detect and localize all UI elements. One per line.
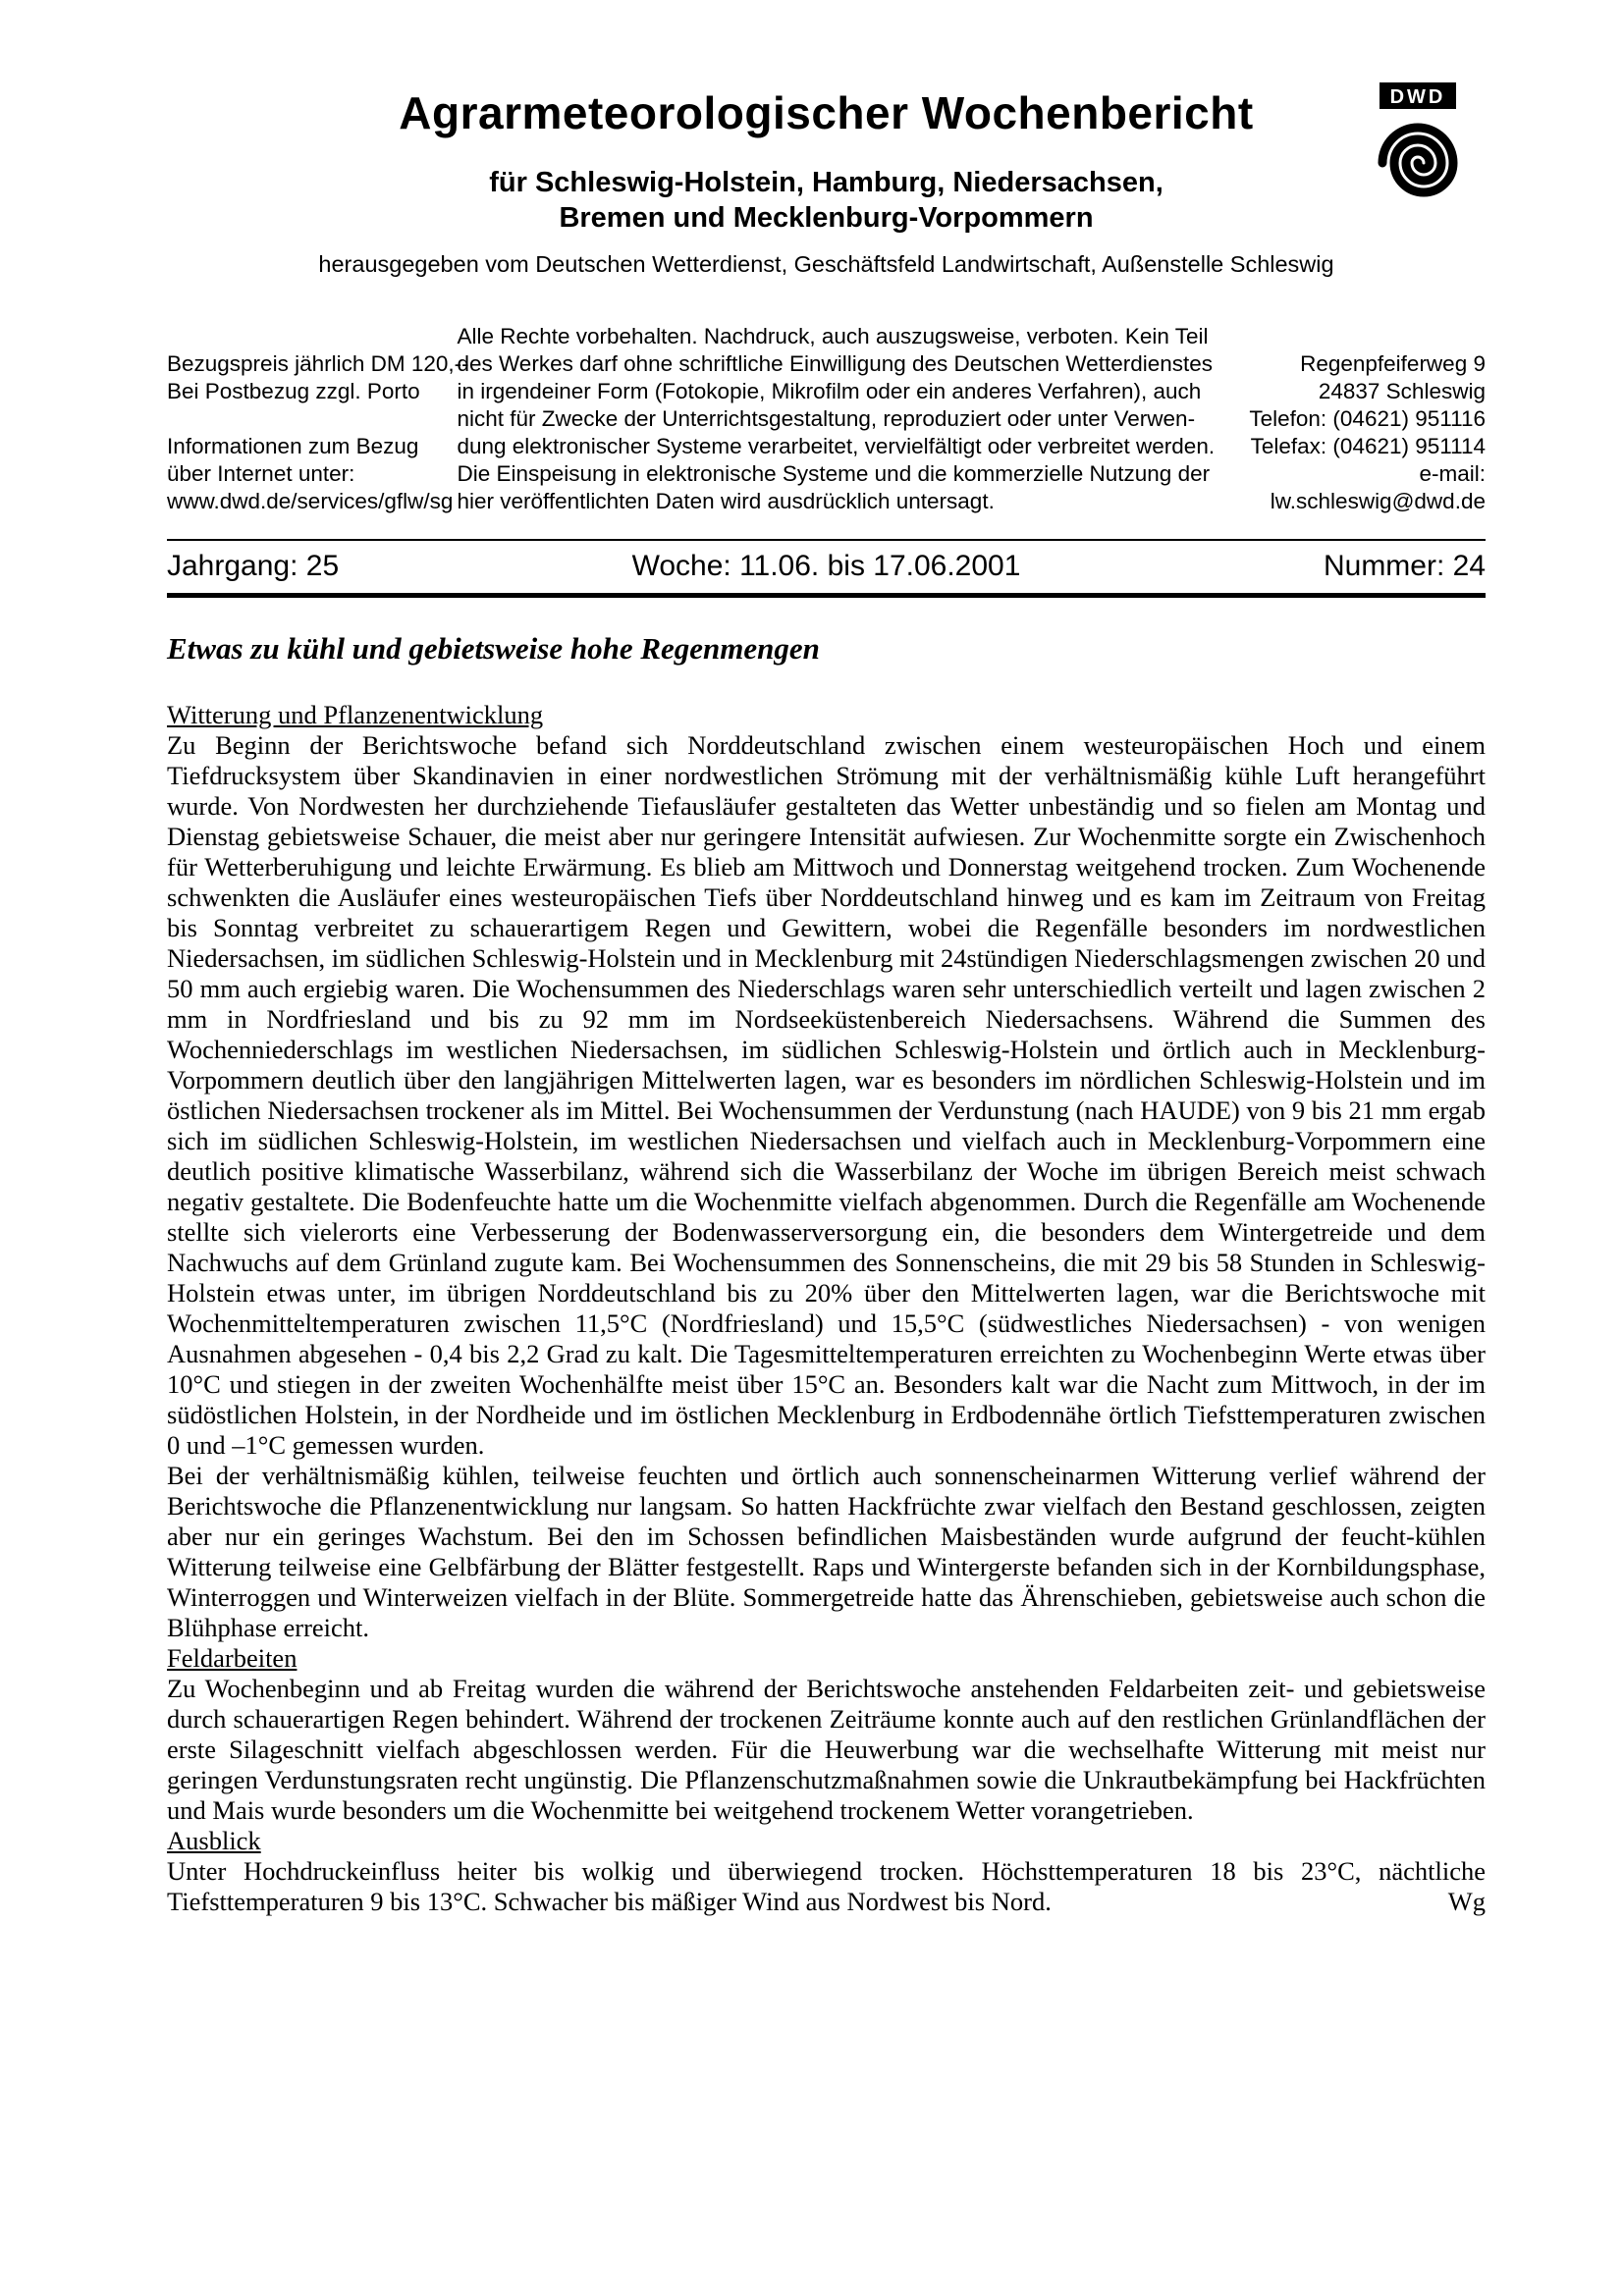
email-address: lw.schleswig@dwd.de	[1270, 489, 1486, 513]
website-url: www.dwd.de/services/gflw/sg	[167, 489, 454, 513]
section-witterung	[167, 700, 1486, 1643]
page-subtitle	[167, 165, 1486, 236]
subtitle-line-1: für Schleswig-Holstein, Hamburg, Niedersachsen,	[489, 167, 1163, 198]
masthead-line: Die Einspeisung in elektronische Systeme und die kommerzielle Nutzung der	[457, 461, 1211, 486]
dwd-spiral-icon	[1382, 128, 1453, 192]
week-label: Woche: 11.06. bis 17.06.2001	[631, 550, 1021, 582]
masthead-line: Alle Rechte vorbehalten. Nachdruck, auch auszugsweise, verboten. Kein Teil	[457, 324, 1209, 348]
phone-number: Telefon: (04621) 951116	[1249, 406, 1486, 431]
masthead-line: Bei Postbezug zzgl. Porto	[167, 379, 420, 403]
volume-label: Jahrgang: 25	[167, 550, 340, 582]
subscription-info	[167, 323, 469, 515]
masthead-line: über Internet unter:	[167, 461, 355, 486]
masthead-line: in irgendeiner Form (Fotokopie, Mikrofilm oder ein anderes Verfahren), auch	[457, 379, 1202, 403]
copyright-notice	[457, 323, 1216, 515]
subtitle-line-2: Bremen und Mecklenburg-Vorpommern	[559, 202, 1094, 234]
paragraph: Zu Beginn der Berichtswoche befand sich Norddeutschland zwischen einem westeuropäischen Hoch und einem Tiefdrucksystem über Skandinavien in einer nordwestlichen Strömung mit der verhältnismäßig kühle Luft herangeführt wurde. Von Nordwesten her durchziehende Tiefausläufer gestalteten das Wetter unbeständig und so fielen am Montag und Dienstag gebietsweise Schauer, die meist aber nur geringere Intensität aufwiesen. Zur Wochenmitte sorgte ein Zwischenhoch für Wetterberuhigung und leichte Erwärmung. Es blieb am Mittwoch und Donnerstag weitgehend trocken. Zum Wochenende schwenkten die Ausläufer eines westeuropäischen Tiefs über Norddeutschland hinweg und es kam im Zeitraum von Freitag bis Sonntag verbreitet zu schauerartigem Regen und Gewittern, wobei die Regenfälle besonders im nordwestlichen Niedersachsen, im südlichen Schleswig-Holstein und in Mecklenburg mit 24stündigen Niederschlagsmengen zwischen 20 und 50 mm auch ergiebig waren. Die Wochensummen des Niederschlags waren sehr unterschiedlich verteilt und lagen zwischen 2 mm in Nordfriesland und bis zu 92 mm im Nordseeküstenbereich Niedersachsens. Während die Summen des Wochenniederschlags im westlichen Niedersachsen, im südlichen Schleswig-Holstein und örtlich auch in Mecklenburg-Vorpommern deutlich über den langjährigen Mittelwerten lagen, war es besonders im nördlichen Schleswig-Holstein und im östlichen Niedersachsen trockener als im Mittel. Bei Wochensummen der Verdunstung (nach HAUDE) von 9 bis 21 mm ergab sich im südlichen Schleswig-Holstein, im westlichen Niedersachsen und vielfach auch in Mecklenburg-Vorpommern eine deutlich positive klimatische Wasserbilanz, während sich die Wasserbilanz der Woche im übrigen Bereich meist schwach negativ gestaltete. Die Bodenfeuchte hatte um die Wochenmitte vielfach abgenommen. Durch die Regenfälle am Wochenende stellte sich vielerorts eine Verbesserung der Bodenwasserversorgung ein, die besonders dem Wintergetreide und dem Nachwuchs auf dem Grünland zugute kam. Bei Wochensummen des Sonnenscheins, die mit 29 bis 58 Stunden in Schleswig-Holstein etwas unter, im übrigen Norddeutschland bis zu 20% über den Mittelwerten lagen, war die Berichtswoche mit Wochenmitteltemperaturen zwischen 11,5°C (Nordfriesland) und 15,5°C (südwestliches Niedersachsen) - von wenigen Ausnahmen abgesehen - 0,4 bis 2,2 Grad zu kalt. Die Tagesmitteltemperaturen erreichten zu Wochenbeginn Werte etwas über 10°C und stiegen in der zweiten Wochenhälfte meist über 15°C an. Besonders kalt war die Nacht zum Mittwoch, in der im südöstlichen Holstein, in der Nordheide und im östlichen Mecklenburg in Erdbodennähe örtlich Tiefsttemperaturen zwischen 0 und –1°C gemessen wurden.	[167, 730, 1486, 1460]
section-heading: Ausblick	[167, 1826, 261, 1855]
number-label: Nummer: 24	[1323, 550, 1487, 582]
address-street: Regenpfeiferweg 9	[1300, 351, 1486, 376]
dwd-logo-text: DWD	[1389, 86, 1446, 108]
report-body	[167, 631, 1486, 1917]
masthead	[167, 323, 1486, 515]
section-feldarbeiten	[167, 1643, 1486, 1826]
section-heading: Feldarbeiten	[167, 1643, 298, 1673]
email-label: e-mail:	[1419, 461, 1486, 486]
masthead-line: hier veröffentlichten Daten wird ausdrücklich untersagt.	[457, 489, 995, 513]
masthead-line: nicht für Zwecke der Unterrichtsgestaltung, reproduziert oder unter Verwen-	[457, 406, 1196, 431]
paragraph: Bei der verhältnismäßig kühlen, teilweise feuchten und örtlich auch sonnenscheinarmen Witterung verlief während der Berichtswoche die Pflanzenentwicklung nur langsam. So hatten Hackfrüchte zwar vielfach den Bestand geschlossen, zeigten aber nur ein geringes Wachstum. Bei den im Schossen befindlichen Maisbeständen wurde aufgrund der feucht-kühlen Witterung teilweise eine Gelbfärbung der Blätter festgestellt. Raps und Wintergerste befanden sich in der Kornbildungsphase, Winterroggen und Winterweizen vielfach in der Blüte. Sommergetreide hatte das Ährenschieben, gebietsweise auch schon die Blühphase erreicht.	[167, 1461, 1486, 1642]
dwd-logo	[1372, 82, 1464, 212]
paragraph: Unter Hochdruckeinfluss heiter bis wolkig und überwiegend trocken. Höchsttemperaturen 18 bis 23°C, nächtliche Tiefsttemperaturen 9 bis 13°C. Schwacher bis mäßiger Wind aus Nordwest bis Nord.	[167, 1856, 1486, 1916]
report-headline: Etwas zu kühl und gebietsweise hohe Regenmengen	[167, 631, 820, 666]
outlook-paragraph-wrap	[167, 1856, 1486, 1917]
masthead-line: Informationen zum Bezug	[167, 434, 419, 458]
dwd-logo-graphic	[1372, 82, 1464, 212]
publisher-line: herausgegeben vom Deutschen Wetterdienst, Geschäftsfeld Landwirtschaft, Außenstelle Schleswig	[318, 251, 1334, 277]
masthead-line: Bezugspreis jährlich DM 120,--	[167, 351, 469, 376]
page-title: Agrarmeteorologischer Wochenbericht	[399, 87, 1254, 138]
section-ausblick	[167, 1826, 1486, 1917]
author-signature: Wg	[1447, 1887, 1486, 1916]
address-city: 24837 Schleswig	[1318, 379, 1486, 403]
paragraph: Zu Wochenbeginn und ab Freitag wurden die während der Berichtswoche anstehenden Feldarbeiten zeit- und gebietsweise durch schauerartigen Regen behindert. Während der trockenen Zeiträume konnte auch auf den restlichen Grünlandflächen der erste Silageschnitt vielfach abgeschlossen werden. Für die Heuwerbung war die wechselhafte Witterung mit meist nur geringen Verdunstungsraten recht ungünstig. Die Pflanzenschutzmaßnahmen sowie die Unkrautbekämpfung bei Hackfrüchten und Mais wurde besonders um die Wochenmitte bei weitgehend trockenem Wetter vorangetrieben.	[167, 1674, 1486, 1825]
issue-bar	[167, 539, 1486, 598]
fax-number: Telefax: (04621) 951114	[1250, 434, 1486, 458]
masthead-line: des Werkes darf ohne schriftliche Einwilligung des Deutschen Wetterdienstes	[457, 351, 1214, 376]
masthead-line: dung elektronischer Systeme verarbeitet, vervielfältigt oder verbreitet werden.	[457, 434, 1216, 458]
section-heading: Witterung und Pflanzenentwicklung	[167, 700, 544, 729]
address-block	[1196, 323, 1486, 515]
